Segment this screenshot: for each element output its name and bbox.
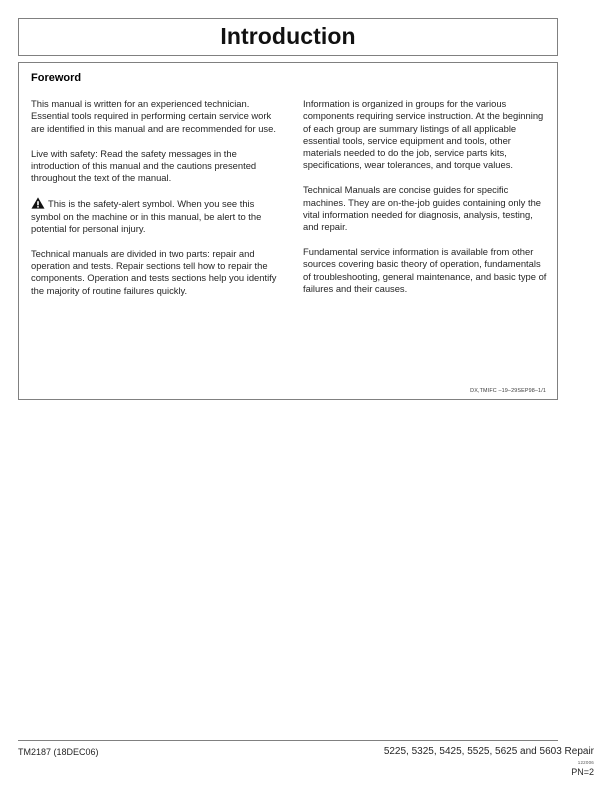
left-text-column <box>31 98 277 297</box>
paragraph: Fundamental service information is available from other sources covering basic theory of operation, fundamentals of troubleshooting, general maintenance, and basic type of failures and their causes. <box>303 246 547 294</box>
safety-alert-triangle-icon <box>31 197 45 209</box>
page-title: Introduction <box>220 22 356 49</box>
paragraph: Live with safety: Read the safety messages in the introduction of this manual and the cautions presented throughout the text of the manual. <box>31 147 257 184</box>
footer-date-code: 122006 <box>577 760 594 765</box>
paragraph-with-safety-symbol <box>31 197 277 235</box>
paragraph: This manual is written for an experienced technician. Essential tools required in performing certain service work are identified in this manual and are recommended for use. <box>31 98 276 134</box>
footer-divider <box>18 740 558 741</box>
foreword-content-box <box>18 62 558 400</box>
footer-machine-models: 5225, 5325, 5425, 5525, 5625 and 5603 Repair <box>383 746 594 757</box>
page-title-box <box>18 18 558 56</box>
footer-page-number: PN=2 <box>571 767 594 777</box>
two-column-body <box>31 98 545 297</box>
paragraph: Technical Manuals are concise guides for specific machines. They are on-the-job guides containing only the vital information needed for diagnosis, analysis, testing, and repair. <box>303 184 541 233</box>
footer-manual-id: TM2187 (18DEC06) <box>18 747 99 757</box>
paragraph: Information is organized in groups for the various components requiring service instruction. At the beginning of each group are summary listings of all applicable essential tools, service equipment and tools, other materials needed to do the job, service parts kits, specifications, wear tolerances, and torque values. <box>303 98 544 171</box>
paragraph-text: This is the safety-alert symbol. When you see this symbol on the machine or in this manual, be alert to the potential for personal injury. <box>31 198 262 234</box>
document-reference-code: DX,TMIFC –19–29SEP98–1/1 <box>470 388 546 394</box>
paragraph: Technical manuals are divided in two parts: repair and operation and tests. Repair sections tell how to repair the components. Operation and tests sections help you identify the majority of routine failures quickly. <box>31 248 277 296</box>
right-text-column <box>303 98 549 295</box>
section-heading-foreword: Foreword <box>31 72 82 84</box>
